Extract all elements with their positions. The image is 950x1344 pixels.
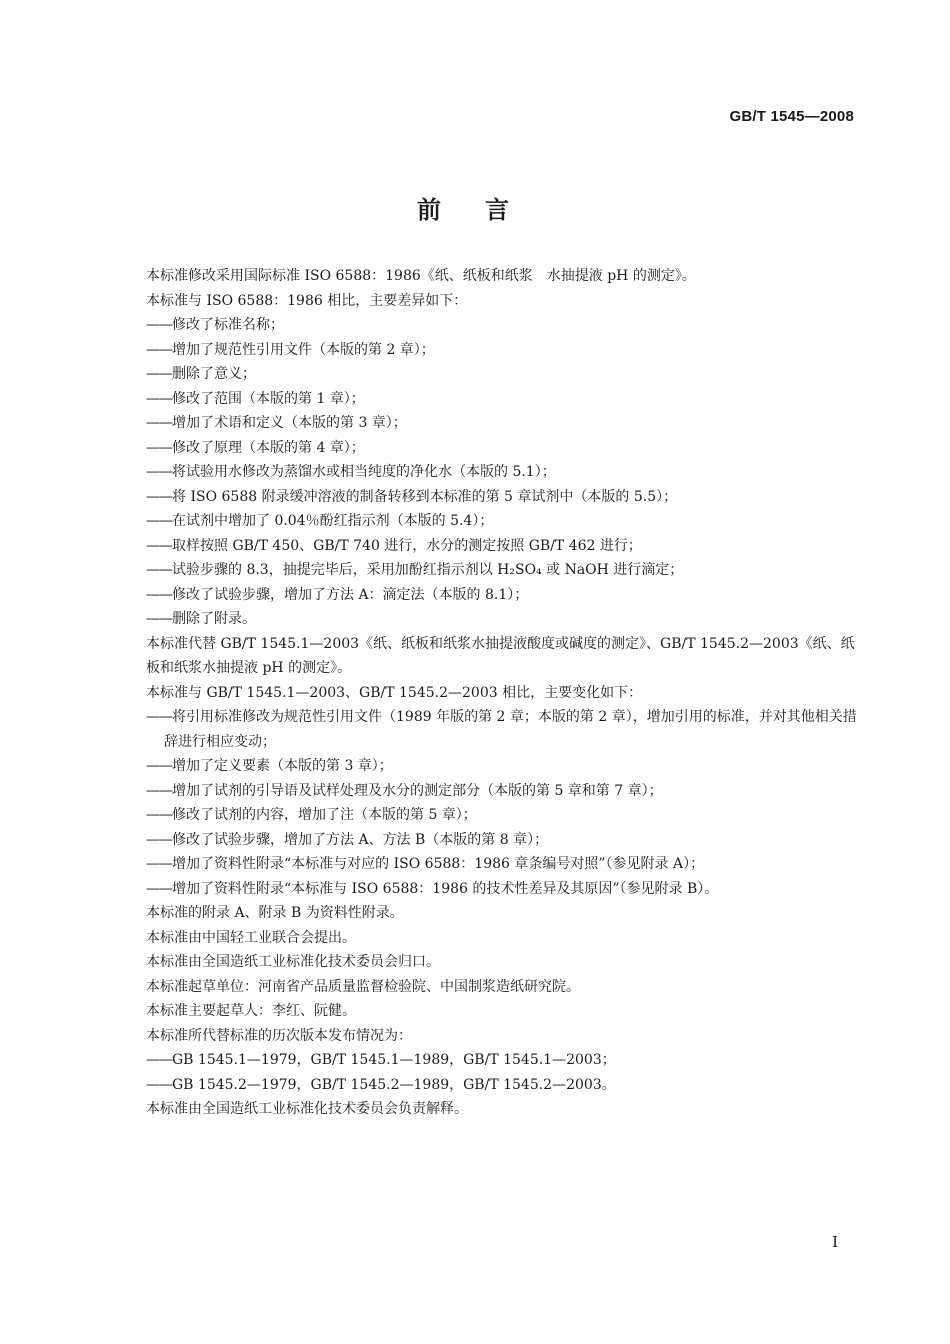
dash-marker: —— (146, 709, 172, 725)
page-number: I (832, 1233, 838, 1251)
list-item (146, 803, 858, 828)
list-item (146, 877, 858, 902)
list-item (146, 460, 858, 485)
list-item (146, 338, 858, 363)
paragraph-text: 增加了定义要素（本版的第 3 章）； (172, 758, 393, 774)
dash-marker: —— (146, 856, 172, 872)
list-item (146, 411, 858, 436)
paragraph-text: 增加了规范性引用文件（本版的第 2 章）； (172, 341, 435, 358)
dash-marker: —— (146, 1076, 172, 1093)
paragraph-text: 本标准由中国轻工业联合会提出。 (146, 929, 356, 946)
list-item (146, 485, 858, 510)
paragraph-text: 修改了标准名称； (172, 317, 284, 333)
dash-marker: —— (146, 758, 172, 774)
paragraph (146, 999, 858, 1024)
list-item (146, 1073, 858, 1098)
paragraph (146, 681, 858, 706)
list-item (146, 436, 858, 461)
paragraph-text: 删除了附录。 (172, 611, 256, 627)
paragraph (146, 950, 858, 975)
standard-code: GB/T 1545—2008 (729, 108, 854, 125)
paragraph (146, 264, 858, 289)
dash-marker: —— (146, 390, 172, 407)
list-item (146, 387, 858, 412)
paragraph (146, 1024, 858, 1049)
page-title: 前言 (417, 196, 553, 224)
dash-marker: —— (146, 537, 172, 554)
dash-marker: —— (146, 439, 172, 456)
paragraph (146, 1097, 858, 1122)
paragraph-text: GB 1545.2—1979，GB/T 1545.2—1989，GB/T 1545.2—2003。 (172, 1076, 616, 1093)
paragraph-text: 增加了资料性附录“本标准与 ISO 6588：1986 的技术性差异及其原因”（参见附录 B）。 (172, 880, 719, 897)
paragraph-text: 本标准所代替标准的历次版本发布情况为： (146, 1027, 412, 1044)
paragraph-text: 本标准与 ISO 6588：1986 相比，主要差异如下： (146, 292, 468, 309)
paragraph-text: 本标准主要起草人：李红、阮健。 (146, 1003, 356, 1019)
dash-marker: —— (146, 880, 172, 897)
paragraph-text: 修改了原理（本版的第 4 章）； (172, 439, 365, 456)
list-item (146, 852, 858, 877)
list-item (146, 828, 858, 853)
list-item (146, 754, 858, 779)
dash-marker: —— (146, 831, 172, 848)
paragraph-text: 修改了范围（本版的第 1 章）； (172, 390, 365, 407)
paragraph-text: 在试剂中增加了 0.04％酚红指示剂（本版的 5.4）； (172, 513, 494, 529)
paragraph (146, 926, 858, 951)
paragraph-text: 修改了试验步骤，增加了方法 A、方法 B（本版的第 8 章）； (172, 831, 549, 848)
paragraph (146, 632, 858, 681)
dash-marker: —— (146, 366, 172, 382)
paragraph-text: 本标准起草单位：河南省产品质量监督检验院、中国制浆造纸研究院。 (146, 978, 580, 995)
dash-marker: —— (146, 317, 172, 333)
paragraph-text: GB 1545.1—1979，GB/T 1545.1—1989，GB/T 1545.1—2003； (172, 1052, 616, 1068)
dash-marker: —— (146, 341, 172, 358)
paragraph-text: 将试验用水修改为蒸馏水或相当纯度的净化水（本版的 5.1）； (172, 464, 556, 480)
list-item (146, 607, 858, 632)
dash-marker: —— (146, 586, 172, 603)
dash-marker: —— (146, 415, 172, 431)
paragraph (146, 901, 858, 926)
list-item (146, 779, 858, 804)
list-item (146, 705, 858, 754)
dash-marker: —— (146, 488, 172, 505)
list-item (146, 583, 858, 608)
paragraph-text: 增加了试剂的引导语及试样处理及水分的测定部分（本版的第 5 章和第 7 章）； (172, 782, 663, 799)
list-item (146, 534, 858, 559)
paragraph-text: 本标准的附录 A、附录 B 为资料性附录。 (146, 905, 404, 921)
paragraph-text: 增加了资料性附录“本标准与对应的 ISO 6588：1986 章条编号对照”（参见附录 A）； (172, 856, 705, 872)
foreword-body (146, 264, 858, 1122)
paragraph-text: 本标准由全国造纸工业标准化技术委员会负责解释。 (146, 1101, 468, 1117)
dash-marker: —— (146, 611, 172, 627)
dash-marker: —— (146, 807, 172, 823)
dash-marker: —— (146, 1052, 172, 1068)
dash-marker: —— (146, 782, 172, 799)
paragraph (146, 975, 858, 1000)
paragraph-text: 修改了试验步骤，增加了方法 A：滴定法（本版的 8.1）； (172, 586, 529, 603)
list-item (146, 362, 858, 387)
paragraph-text: 试验步骤的 8.3，抽提完毕后，采用加酚红指示剂以 H₂SO₄ 或 NaOH 进行滴定； (172, 562, 684, 578)
paragraph-text: 删除了意义； (172, 366, 256, 382)
paragraph-text: 本标准修改采用国际标准 ISO 6588：1986《纸、纸板和纸浆 水抽提液 pH 的测定》。 (146, 268, 696, 284)
paragraph-text: 本标准由全国造纸工业标准化技术委员会归口。 (146, 954, 440, 970)
paragraph-text: 增加了术语和定义（本版的第 3 章）； (172, 415, 407, 431)
paragraph-text: 将 ISO 6588 附录缓冲溶液的制备转移到本标准的第 5 章试剂中（本版的 5.5）； (172, 488, 678, 505)
dash-marker: —— (146, 562, 172, 578)
list-item (146, 313, 858, 338)
list-item (146, 509, 858, 534)
paragraph-text: 本标准代替 GB/T 1545.1—2003《纸、纸板和纸浆水抽提液酸度或碱度的测定》、GB/T 1545.2—2003《纸、纸板和纸浆水抽提液 pH 的测定》。 (146, 635, 855, 676)
list-item (146, 558, 858, 583)
list-item (146, 1048, 858, 1073)
dash-marker: —— (146, 464, 172, 480)
paragraph-text: 取样按照 GB/T 450、GB/T 740 进行，水分的测定按照 GB/T 462 进行； (172, 537, 642, 554)
dash-marker: —— (146, 513, 172, 529)
paragraph-text: 将引用标准修改为规范性引用文件（1989 年版的第 2 章；本版的第 2 章），增加引用的标准，并对其他相关措辞进行相应变动； (164, 709, 857, 750)
paragraph (146, 289, 858, 314)
paragraph-text: 本标准与 GB/T 1545.1—2003、GB/T 1545.2—2003 相比，主要变化如下： (146, 684, 643, 701)
paragraph-text: 修改了试剂的内容，增加了注（本版的第 5 章）； (172, 807, 477, 823)
